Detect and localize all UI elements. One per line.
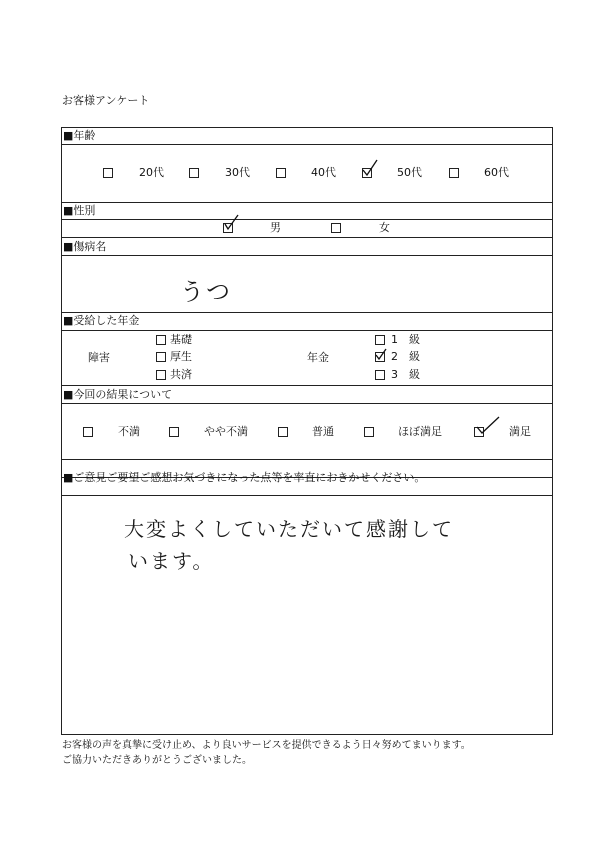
footer-line-2: ご協力いただきありがとうございました。 [62, 755, 252, 766]
disease-answer: うつ [180, 278, 232, 306]
result-futsu-checkbox[interactable] [278, 427, 288, 437]
pension-kosei-label: 厚生 [170, 350, 192, 363]
grade-3-label: 3 級 [391, 368, 420, 381]
result-futsu-label: 普通 [312, 425, 334, 438]
gender-female-label: 女 [379, 221, 390, 234]
age-50-label: 50代 [397, 166, 422, 179]
gender-header: ■性別 [63, 204, 96, 217]
result-yaya-fuman-label: やや不満 [204, 425, 248, 438]
comments-header: ■ご意見ご要望ご感想お気づきになった点等を率直におきかせください。 [63, 471, 426, 484]
age-30-label: 30代 [225, 166, 250, 179]
comment-line-1: 大変よくしていただいて感謝して [124, 517, 454, 541]
check-mark-icon [222, 212, 242, 232]
pension-kosei-checkbox[interactable] [156, 352, 166, 362]
gender-female-checkbox[interactable] [331, 223, 341, 233]
pension-kyosai-label: 共済 [170, 368, 192, 381]
check-mark-icon [374, 346, 390, 362]
form-title: お客様アンケート [62, 94, 150, 107]
result-fuman-label: 不満 [118, 425, 140, 438]
pension-type-label: 障害 [88, 351, 110, 364]
comment-line-2: います。 [128, 549, 215, 573]
pension-kiso-label: 基礎 [170, 333, 192, 346]
age-60-checkbox[interactable] [449, 168, 459, 178]
check-mark-icon [474, 415, 502, 437]
pension-kiso-checkbox[interactable] [156, 335, 166, 345]
age-40-checkbox[interactable] [276, 168, 286, 178]
age-40-label: 40代 [311, 166, 336, 179]
grade-3-checkbox[interactable] [375, 370, 385, 380]
result-fuman-checkbox[interactable] [83, 427, 93, 437]
pension-kyosai-checkbox[interactable] [156, 370, 166, 380]
result-manzoku-label: 満足 [509, 425, 531, 438]
age-60-label: 60代 [484, 166, 509, 179]
result-header: ■今回の結果について [63, 388, 173, 401]
check-mark-icon [360, 158, 380, 178]
footer-line-1: お客様の声を真摯に受け止め、より良いサービスを提供できるよう日々努めてまいります。 [62, 740, 471, 751]
age-20-checkbox[interactable] [103, 168, 113, 178]
grade-1-checkbox[interactable] [375, 335, 385, 345]
pension-header: ■受給した年金 [63, 314, 140, 327]
age-30-checkbox[interactable] [189, 168, 199, 178]
grade-2-label: 2 級 [391, 350, 420, 363]
gender-male-label: 男 [270, 221, 281, 234]
result-hobo-manzoku-checkbox[interactable] [364, 427, 374, 437]
grade-1-label: 1 級 [391, 333, 420, 346]
pension-grade-label: 年金 [307, 351, 329, 364]
disease-header: ■傷病名 [63, 240, 107, 253]
result-hobo-manzoku-label: ほぼ満足 [398, 425, 442, 438]
age-header: ■年齢 [63, 129, 96, 142]
result-yaya-fuman-checkbox[interactable] [169, 427, 179, 437]
age-20-label: 20代 [139, 166, 164, 179]
